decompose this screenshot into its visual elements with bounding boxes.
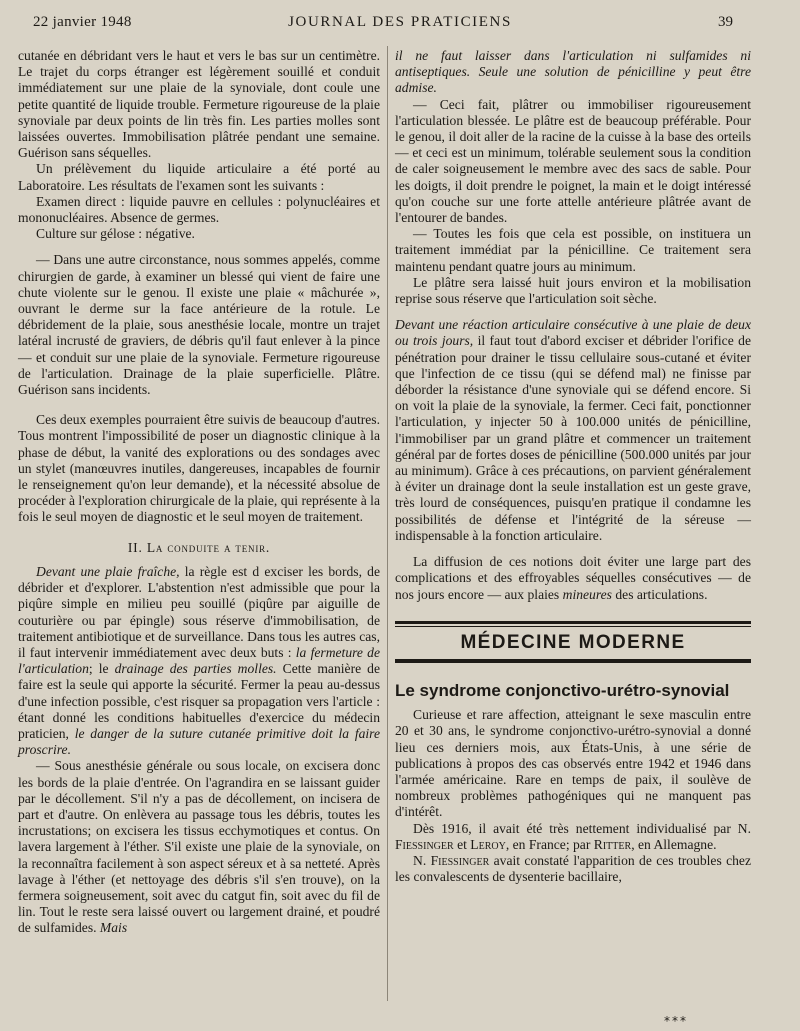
paragraph: — Toutes les fois que cela est possible, on instituera un traitement immédiat par la pénicilline. Ce traitement sera maintenu pendant quatre jours au minimum. [395,226,751,274]
text-run: Dès 1916, il avait été très nettement individualisé par N. [413,820,751,836]
italic-phrase: le danger de la suture cutanée primitive doit la faire proscrire. [18,725,380,758]
right-column [395,48,751,885]
section-heading [18,540,380,556]
text-run: — Sous anesthésie générale ou sous locale, on excisera donc les bords de la plaie d'entrée. On l'agrandira en se laissant guider par le décollement. S'il n'y a pas de décollement, on incisera de part et d'autre. On enlèvera au passage tous les débris, toutes les incrustations; on excisera les tissus ecchymotiques et contus. On lavera largement à l'éther. S'il existe une plaie de la synoviale, on la reconnaîtra facilement à son aspect séreux et à sa netteté. Après lavage à l'éther (et nettoyage des débris s'il s'en trouve), on la fermera soigneusement, soit avec du catgut fin, soit avec du fil de lin. Tout le reste sera laissé ouvert ou largement drainé, et poudré de sulfamides. [18,758,380,936]
italic-phrase: drainage des parties molles. [114,661,277,677]
text-run: , en France; par [505,836,594,852]
paragraph [395,554,751,603]
italic-phrase: Devant une plaie fraîche, [36,563,180,579]
author-name: Leroy [470,836,506,852]
text-run: des articulations. [611,586,708,602]
section-banner [395,621,751,663]
page-header [0,0,800,40]
text-run: et [453,836,471,852]
italic-phrase: Mais [96,920,128,936]
section-number: II. [127,539,143,555]
paragraph: Le plâtre sera laissé huit jours environ et la mobilisation reprise sous réserve que l'articulation soit sèche. [395,274,751,307]
issue-date: 22 janvier 1948 [33,14,132,30]
section-title: La conduite a tenir. [146,539,271,555]
text-run: il faut tout d'abord exciser et débrider l'orifice de pénétration pour drainer le tissu cellulaire sous-cutané et éviter que l'infection de ce tissu (qui se défend mal) ne finisse par déborder la résistance d'une synoviale qui se défend encore. Si on voit la plaie de la synoviale, la fermer. Ceci fait, ponctionner l'articulation, y injecter 50 à 100.000 unités de pénicilline, l'immobiliser par un grand plâtre et commencer un traitement général par de fortes doses de pénicilline (500.000 unités par jour au minimum). Grâce à ces précautions, on parvient généralement à éviter un drainage dont la seule installation est un geste grave, très lourd de conséquences, puisqu'en pratique il condamne les possibilités de défense et l'intégrité de la séreuse — indispensable à la fonction articulaire. [395,333,751,543]
paragraph: — Dans une autre circonstance, nous sommes appelés, comme chirurgien de garde, à examiner un blessé qui vient de faire une chute violente sur le genou. Il existe une plaie « mâchurée », ouvrant le derme sur la face antérieure de la rotule. Le débridement de la plaie, sous anesthésie locale, montre un trajet latéral incrusté de graviers, de débris qu'il faut enlever à la pince — et conduit sur une plaie de la synoviale. Fermeture rigoureuse de l'articulation. Drainage de la plaie superficielle. Plâtre. Guérison sans incidents. [18,252,380,398]
paragraph: Un prélèvement du liquide articulaire a été porté au Laboratoire. Les résultats de l'examen sont les suivants : [18,161,380,193]
continuation-marks: *** [664,1014,688,1028]
italic-phrase: mineures [562,586,612,602]
author-name: Ritter [593,836,632,852]
text-run: ; le [88,661,115,677]
paragraph: — Ceci fait, plâtrer ou immobiliser rigoureusement l'articulation blessée. Le plâtre est de beaucoup préférable. Pour le genou, il doit aller de la racine de la cuisse à la base des orteils — et ceci est un minimum, tolérable seulement sous la condition de caler soigneusement le membre avec des sacs de sable. Pour les doigts, il doit prendre le poignet, la main et le doigt intéressé qu'on couche sur une forte attelle antérieure plâtrée avant de l'entourer de bandes. [395,96,751,226]
italic-phrase: il ne faut laisser dans l'articulation ni sulfamides ni antiseptiques. Seule une solution de pénicilline y peut être admise. [395,48,751,96]
paragraph: Curieuse et rare affection, atteignant le sexe masculin entre 20 et 30 ans, le syndrome conjonctivo-urétro-synovial a donné lieu ces derniers mois, aux États-Unis, à une série de publications à propos des cas observés entre 1942 et 1946 dans l'armée américaine. Rare en temps de paix, il soulève de nombreux problèmes pathogéniques qui ne manquent pas d'intérêt. [395,707,751,820]
author-name: Fiessinger [395,836,454,852]
paragraph: Ces deux exemples pourraient être suivis de beaucoup d'autres. Tous montrent l'impossibilité de poser un diagnostic clinique à la phase de début, la vanité des explorations ou des sondages avec un stylet (manœuvres inutiles, dangereuses, incapables de fournir le renseignement qu'on leur demande), et la nécessité absolue de procéder à l'exploration chirurgicale de la plaie, qui représente à la fois le seul moyen de diagnostic et le seul moyen de traitement. [18,412,380,525]
paragraph [395,48,751,97]
paragraph [18,758,380,936]
left-column [18,48,380,937]
journal-title: JOURNAL DES PRATICIENS [288,14,512,30]
banner-title: MÉDECINE MODERNE [460,631,686,653]
paragraph [395,853,751,885]
paragraph [395,821,751,853]
page-number: 39 [718,14,733,30]
banner-rule-bottom [395,660,751,663]
paragraph: Examen direct : liquide pauvre en cellules : polynucléaires et mononucléaires. Absence de germes. [18,193,380,226]
article-title: Le syndrome conjonctivo-urétro-synovial [395,680,730,700]
text-run: N. [413,852,431,868]
text-run: La diffusion de ces notions doit éviter une large part des complications et des effroyables séquelles consécutives — de nos jours encore — aux plaies [395,554,751,602]
paragraph [18,564,380,758]
paragraph: Culture sur gélose : négative. [36,226,195,242]
italic-phrase: la fermeture de l'articulation [18,644,381,677]
text-run: la règle est d exciser les bords, de débrider et d'explorer. L'abstention n'est admissible que pour la piqûre simple en milieu peu souillé (piqûre par aiguille de couturière ou par épingle) sous réserve d'immobilisation, de traitement antibiotique et de surveillance. Dans tous les autres cas, il faut intervenir immédiatement avec deux buts : [18,563,380,660]
paragraph: cutanée en débridant vers le haut et vers le bas sur un centimètre. Le trajet du corps étranger est légèrement souillé et conduit immédiatement sur une plaie de la synoviale, dont coule une petite quantité de liquide trouble. Fermeture rigoureuse de la plaie synoviale par deux points de lin très fin. Les parties molles sont laissées ouvertes. Immobilisation plâtrée pendant une semaine. Guérison sans séquelles. [18,48,380,161]
author-name: Fiessinger [430,852,490,868]
text-run: Cette manière de faire est la seule qui apporte la sécurité. Fermer la peau au-dessus d'une infection possible, c'est risquer sa propagation vers l'article : étant donné les conditions habituelles d'exercice du médecin praticien, [18,661,380,741]
italic-phrase: Devant une réaction articulaire consécutive à une plaie de deux ou trois jours, [395,317,751,349]
paragraph [395,317,751,544]
banner-rule-top [395,621,751,624]
text-run: avait constaté l'apparition de ces troubles chez les convalescents de dysenterie bacillaire, [395,852,751,885]
column-divider [387,46,388,1001]
text-run: , en Allemagne. [631,836,717,852]
